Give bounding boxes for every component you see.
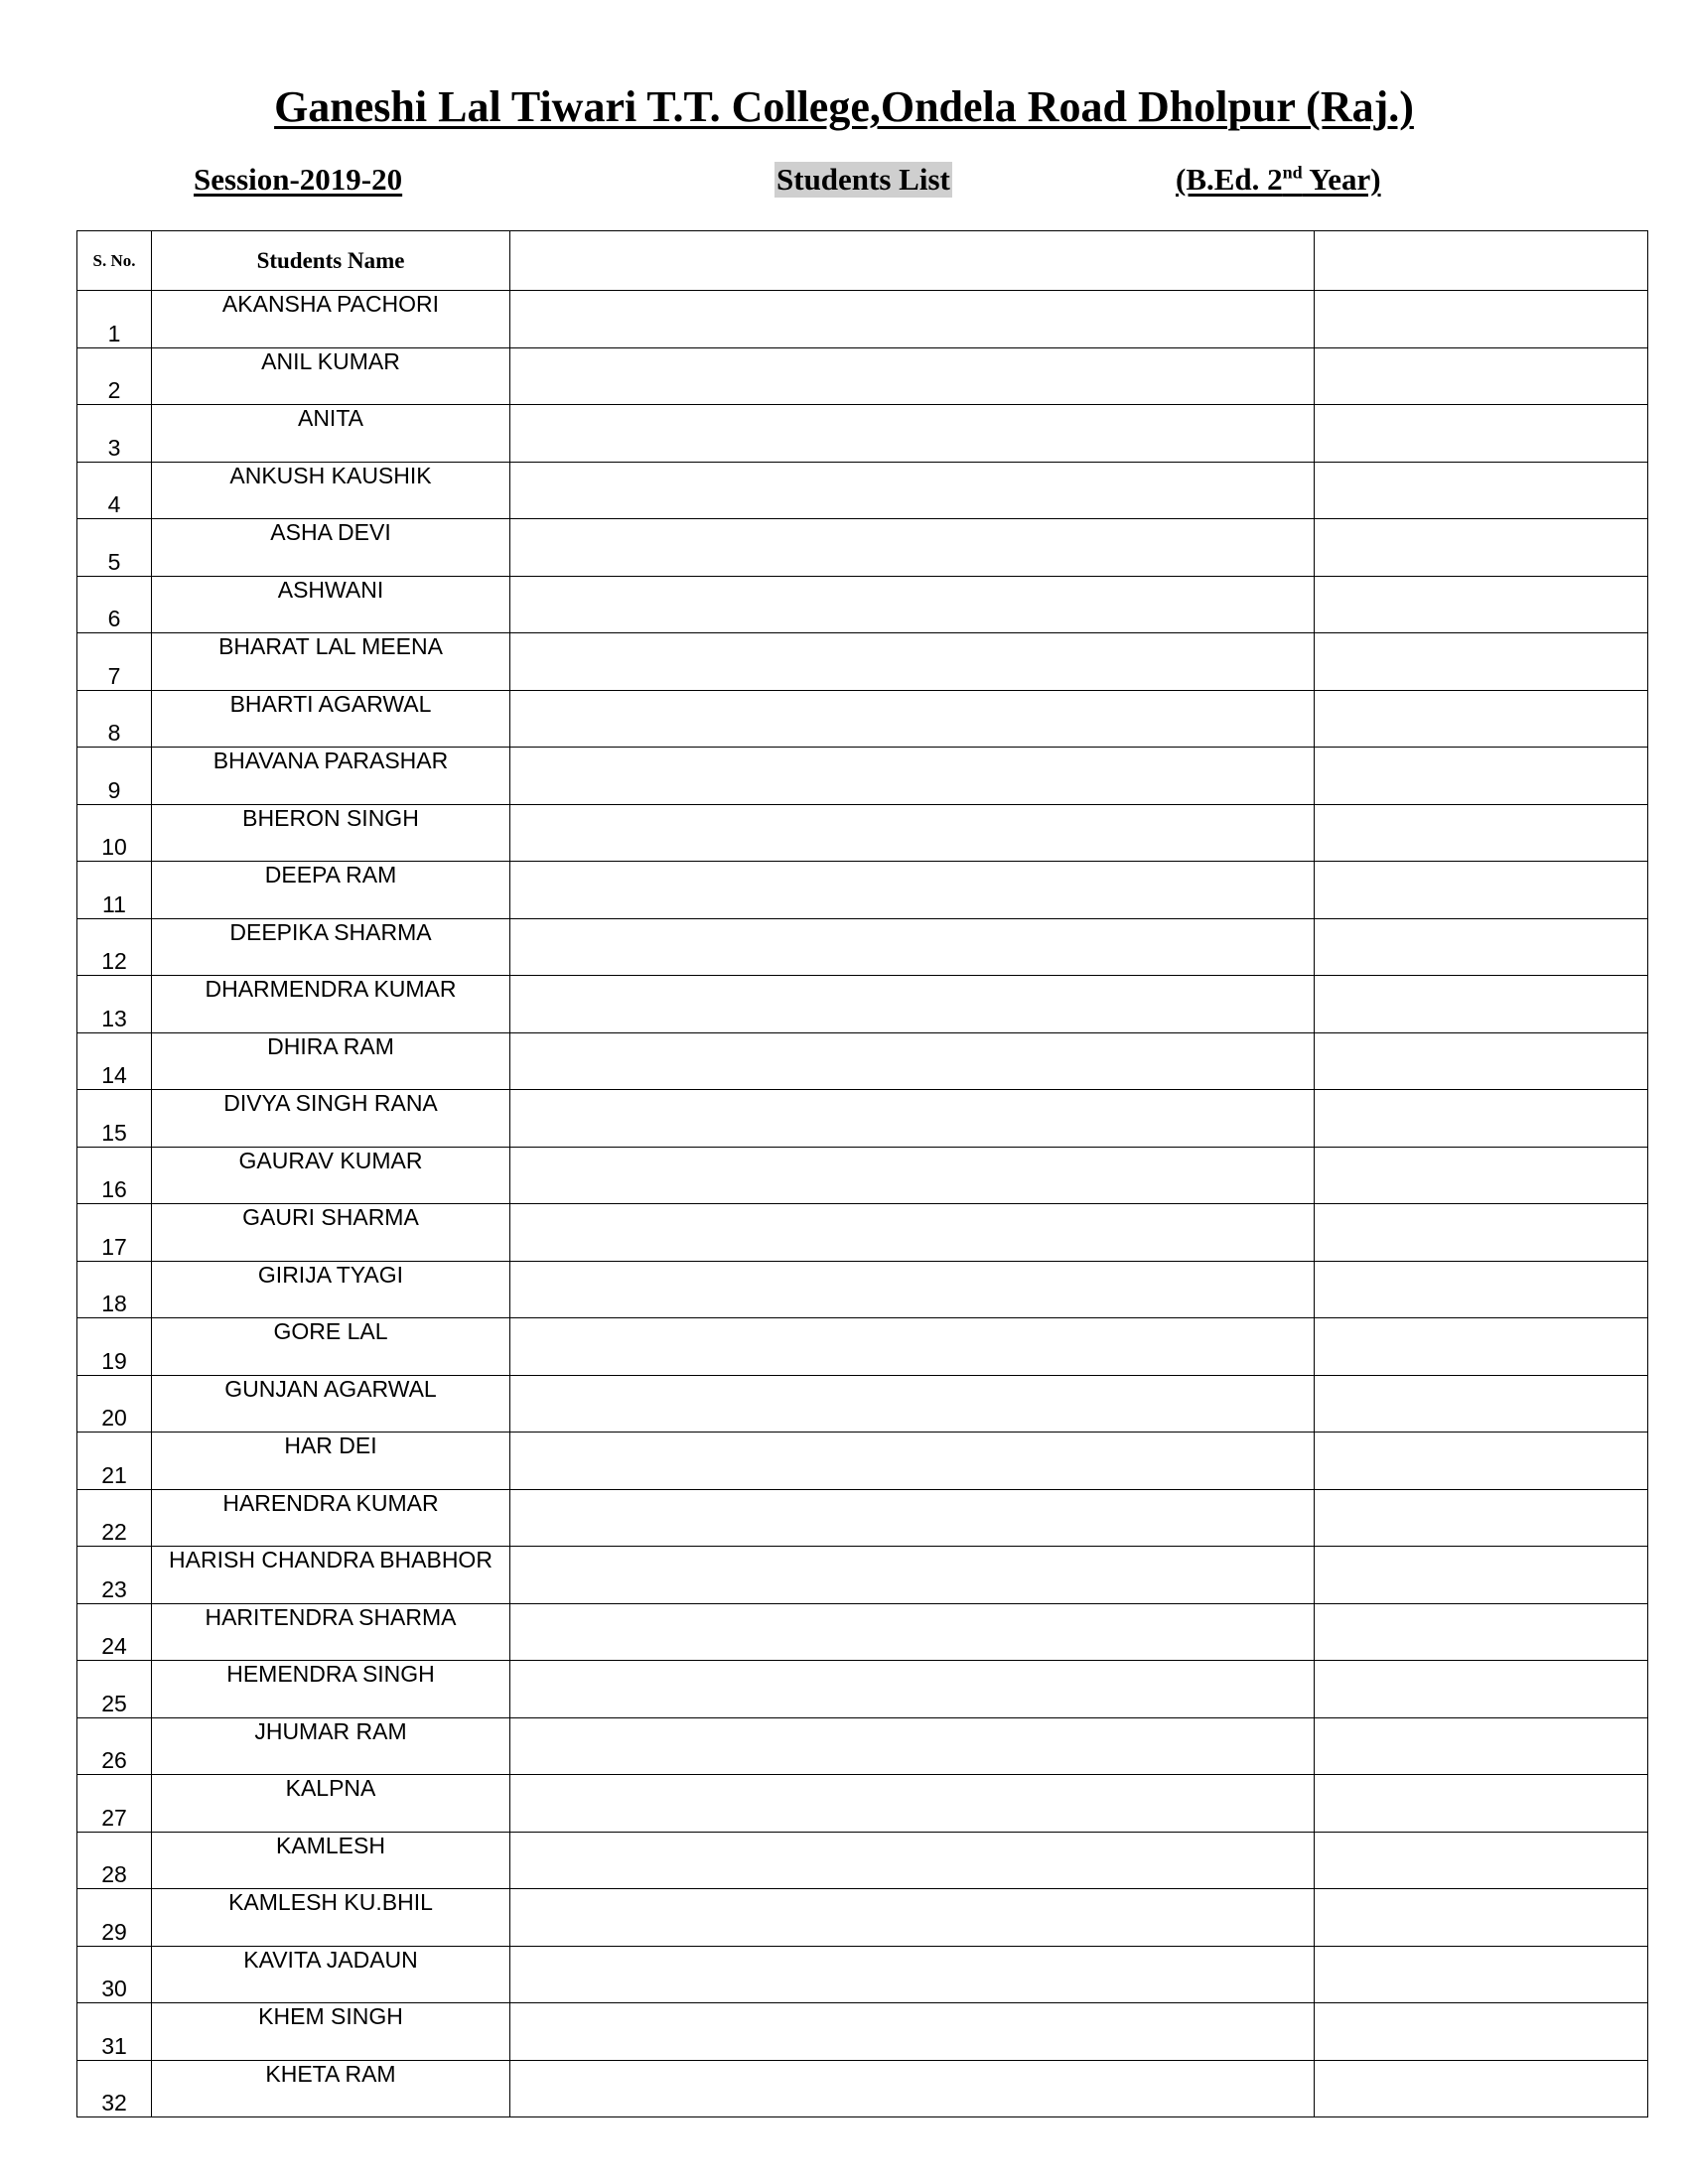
student-name-cell: ASHWANI — [152, 576, 510, 633]
blank-cell-2 — [1315, 1318, 1648, 1376]
student-name-cell: HAR DEI — [152, 1433, 510, 1490]
blank-cell-2 — [1315, 633, 1648, 691]
blank-cell-1 — [510, 1433, 1315, 1490]
table-row — [77, 1489, 1648, 1547]
table-row — [77, 804, 1648, 862]
blank-cell-2 — [1315, 748, 1648, 805]
blank-cell-1 — [510, 291, 1315, 348]
college-title-text: Ganeshi Lal Tiwari T.T. College,Ondela Road Dholpur (Raj.) — [274, 82, 1414, 131]
blank-cell-1 — [510, 576, 1315, 633]
blank-cell-2 — [1315, 918, 1648, 976]
blank-cell-2 — [1315, 1775, 1648, 1833]
serial-number-cell: 9 — [77, 748, 152, 805]
serial-number-cell: 24 — [77, 1603, 152, 1661]
blank-cell-2 — [1315, 1204, 1648, 1262]
table-row — [77, 347, 1648, 405]
serial-number-cell: 10 — [77, 804, 152, 862]
blank-cell-1 — [510, 1661, 1315, 1718]
serial-number-cell: 12 — [77, 918, 152, 976]
table-row — [77, 976, 1648, 1033]
blank-cell-2 — [1315, 976, 1648, 1033]
blank-cell-1 — [510, 1090, 1315, 1148]
student-name-cell: KAMLESH — [152, 1832, 510, 1889]
student-name-cell: GAURAV KUMAR — [152, 1147, 510, 1204]
student-name-cell: BHARTI AGARWAL — [152, 690, 510, 748]
table-row — [77, 405, 1648, 463]
table-row — [77, 291, 1648, 348]
table-row — [77, 633, 1648, 691]
table-row — [77, 2060, 1648, 2117]
column-header-name: Students Name — [152, 231, 510, 291]
student-name-cell: ANKUSH KAUSHIK — [152, 462, 510, 519]
blank-cell-1 — [510, 748, 1315, 805]
serial-number-cell: 27 — [77, 1775, 152, 1833]
blank-cell-2 — [1315, 1433, 1648, 1490]
table-row — [77, 748, 1648, 805]
blank-cell-1 — [510, 347, 1315, 405]
table-row — [77, 462, 1648, 519]
session-label: Session-2019-20 — [194, 162, 403, 197]
table-row — [77, 1090, 1648, 1148]
table-header-row — [77, 231, 1648, 291]
serial-number-cell: 31 — [77, 2003, 152, 2061]
serial-number-cell: 26 — [77, 1717, 152, 1775]
blank-cell-2 — [1315, 1889, 1648, 1947]
blank-cell-1 — [510, 1032, 1315, 1090]
blank-cell-1 — [510, 804, 1315, 862]
course-suffix: Year) — [1302, 162, 1381, 197]
student-name-cell: ANITA — [152, 405, 510, 463]
blank-cell-2 — [1315, 291, 1648, 348]
serial-number-cell: 11 — [77, 862, 152, 919]
table-row — [77, 1318, 1648, 1376]
table-row — [77, 862, 1648, 919]
course-label — [1176, 162, 1381, 198]
student-name-cell: DEEPA RAM — [152, 862, 510, 919]
student-name-cell: KHEM SINGH — [152, 2003, 510, 2061]
blank-cell-1 — [510, 1375, 1315, 1433]
table-row — [77, 1375, 1648, 1433]
table-row — [77, 1204, 1648, 1262]
table-row — [77, 1717, 1648, 1775]
serial-number-cell: 6 — [77, 576, 152, 633]
serial-number-cell: 15 — [77, 1090, 152, 1148]
table-row — [77, 918, 1648, 976]
student-name-cell: JHUMAR RAM — [152, 1717, 510, 1775]
course-prefix: (B.Ed. 2 — [1176, 162, 1283, 197]
table-row — [77, 1032, 1648, 1090]
serial-number-cell: 16 — [77, 1147, 152, 1204]
blank-cell-1 — [510, 462, 1315, 519]
blank-cell-2 — [1315, 1489, 1648, 1547]
blank-cell-1 — [510, 1547, 1315, 1604]
blank-cell-2 — [1315, 1147, 1648, 1204]
column-header-blank-2 — [1315, 231, 1648, 291]
course-ordinal-suffix: nd — [1282, 162, 1303, 183]
student-name-cell: HARISH CHANDRA BHABHOR — [152, 1547, 510, 1604]
blank-cell-1 — [510, 1889, 1315, 1947]
list-title: Students List — [776, 162, 950, 197]
blank-cell-1 — [510, 976, 1315, 1033]
blank-cell-2 — [1315, 1661, 1648, 1718]
student-name-cell: KAMLESH KU.BHIL — [152, 1889, 510, 1947]
table-row — [77, 1261, 1648, 1318]
serial-number-cell: 4 — [77, 462, 152, 519]
blank-cell-2 — [1315, 1032, 1648, 1090]
table-row — [77, 1603, 1648, 1661]
table-row — [77, 1147, 1648, 1204]
blank-cell-1 — [510, 1489, 1315, 1547]
serial-number-cell: 18 — [77, 1261, 152, 1318]
serial-number-cell: 2 — [77, 347, 152, 405]
serial-number-cell: 19 — [77, 1318, 152, 1376]
blank-cell-2 — [1315, 576, 1648, 633]
student-name-cell: KALPNA — [152, 1775, 510, 1833]
serial-number-cell: 1 — [77, 291, 152, 348]
table-row — [77, 1889, 1648, 1947]
blank-cell-1 — [510, 1261, 1315, 1318]
blank-cell-1 — [510, 862, 1315, 919]
table-row — [77, 1946, 1648, 2003]
blank-cell-1 — [510, 1318, 1315, 1376]
table-row — [77, 2003, 1648, 2061]
blank-cell-2 — [1315, 1261, 1648, 1318]
table-row — [77, 576, 1648, 633]
student-name-cell: DEEPIKA SHARMA — [152, 918, 510, 976]
serial-number-cell: 32 — [77, 2060, 152, 2117]
student-name-cell: KAVITA JADAUN — [152, 1946, 510, 2003]
blank-cell-1 — [510, 519, 1315, 577]
student-name-cell: BHARAT LAL MEENA — [152, 633, 510, 691]
student-name-cell: ASHA DEVI — [152, 519, 510, 577]
serial-number-cell: 3 — [77, 405, 152, 463]
serial-number-cell: 8 — [77, 690, 152, 748]
blank-cell-2 — [1315, 347, 1648, 405]
blank-cell-2 — [1315, 862, 1648, 919]
blank-cell-1 — [510, 633, 1315, 691]
serial-number-cell: 17 — [77, 1204, 152, 1262]
blank-cell-2 — [1315, 1832, 1648, 1889]
blank-cell-1 — [510, 1147, 1315, 1204]
student-name-cell: HEMENDRA SINGH — [152, 1661, 510, 1718]
column-header-sno: S. No. — [77, 231, 152, 291]
table-row — [77, 1832, 1648, 1889]
blank-cell-1 — [510, 1717, 1315, 1775]
blank-cell-2 — [1315, 519, 1648, 577]
serial-number-cell: 21 — [77, 1433, 152, 1490]
blank-cell-1 — [510, 1832, 1315, 1889]
blank-cell-1 — [510, 1775, 1315, 1833]
blank-cell-2 — [1315, 1946, 1648, 2003]
table-row — [77, 1547, 1648, 1604]
student-name-cell: HARITENDRA SHARMA — [152, 1603, 510, 1661]
serial-number-cell: 23 — [77, 1547, 152, 1604]
blank-cell-1 — [510, 1603, 1315, 1661]
table-row — [77, 1433, 1648, 1490]
blank-cell-1 — [510, 2060, 1315, 2117]
serial-number-cell: 7 — [77, 633, 152, 691]
serial-number-cell: 5 — [77, 519, 152, 577]
table-row — [77, 519, 1648, 577]
serial-number-cell: 30 — [77, 1946, 152, 2003]
blank-cell-2 — [1315, 1090, 1648, 1148]
serial-number-cell: 20 — [77, 1375, 152, 1433]
college-title — [0, 81, 1688, 132]
blank-cell-2 — [1315, 804, 1648, 862]
blank-cell-2 — [1315, 1717, 1648, 1775]
serial-number-cell: 22 — [77, 1489, 152, 1547]
students-table — [76, 230, 1648, 2117]
serial-number-cell: 25 — [77, 1661, 152, 1718]
blank-cell-2 — [1315, 2003, 1648, 2061]
blank-cell-2 — [1315, 1375, 1648, 1433]
blank-cell-1 — [510, 918, 1315, 976]
student-name-cell: HARENDRA KUMAR — [152, 1489, 510, 1547]
blank-cell-2 — [1315, 462, 1648, 519]
blank-cell-2 — [1315, 2060, 1648, 2117]
student-name-cell: GORE LAL — [152, 1318, 510, 1376]
serial-number-cell: 13 — [77, 976, 152, 1033]
student-name-cell: DIVYA SINGH RANA — [152, 1090, 510, 1148]
blank-cell-1 — [510, 405, 1315, 463]
blank-cell-2 — [1315, 690, 1648, 748]
blank-cell-2 — [1315, 405, 1648, 463]
blank-cell-1 — [510, 1946, 1315, 2003]
serial-number-cell: 14 — [77, 1032, 152, 1090]
table-row — [77, 1661, 1648, 1718]
table-row — [77, 690, 1648, 748]
student-name-cell: BHERON SINGH — [152, 804, 510, 862]
blank-cell-1 — [510, 2003, 1315, 2061]
student-name-cell: KHETA RAM — [152, 2060, 510, 2117]
student-name-cell: GIRIJA TYAGI — [152, 1261, 510, 1318]
table-row — [77, 1775, 1648, 1833]
blank-cell-1 — [510, 690, 1315, 748]
student-name-cell: ANIL KUMAR — [152, 347, 510, 405]
student-name-cell: DHARMENDRA KUMAR — [152, 976, 510, 1033]
student-name-cell: AKANSHA PACHORI — [152, 291, 510, 348]
blank-cell-1 — [510, 1204, 1315, 1262]
student-name-cell: GUNJAN AGARWAL — [152, 1375, 510, 1433]
serial-number-cell: 28 — [77, 1832, 152, 1889]
student-name-cell: DHIRA RAM — [152, 1032, 510, 1090]
student-name-cell: BHAVANA PARASHAR — [152, 748, 510, 805]
column-header-blank-1 — [510, 231, 1315, 291]
serial-number-cell: 29 — [77, 1889, 152, 1947]
blank-cell-2 — [1315, 1603, 1648, 1661]
blank-cell-2 — [1315, 1547, 1648, 1604]
student-name-cell: GAURI SHARMA — [152, 1204, 510, 1262]
